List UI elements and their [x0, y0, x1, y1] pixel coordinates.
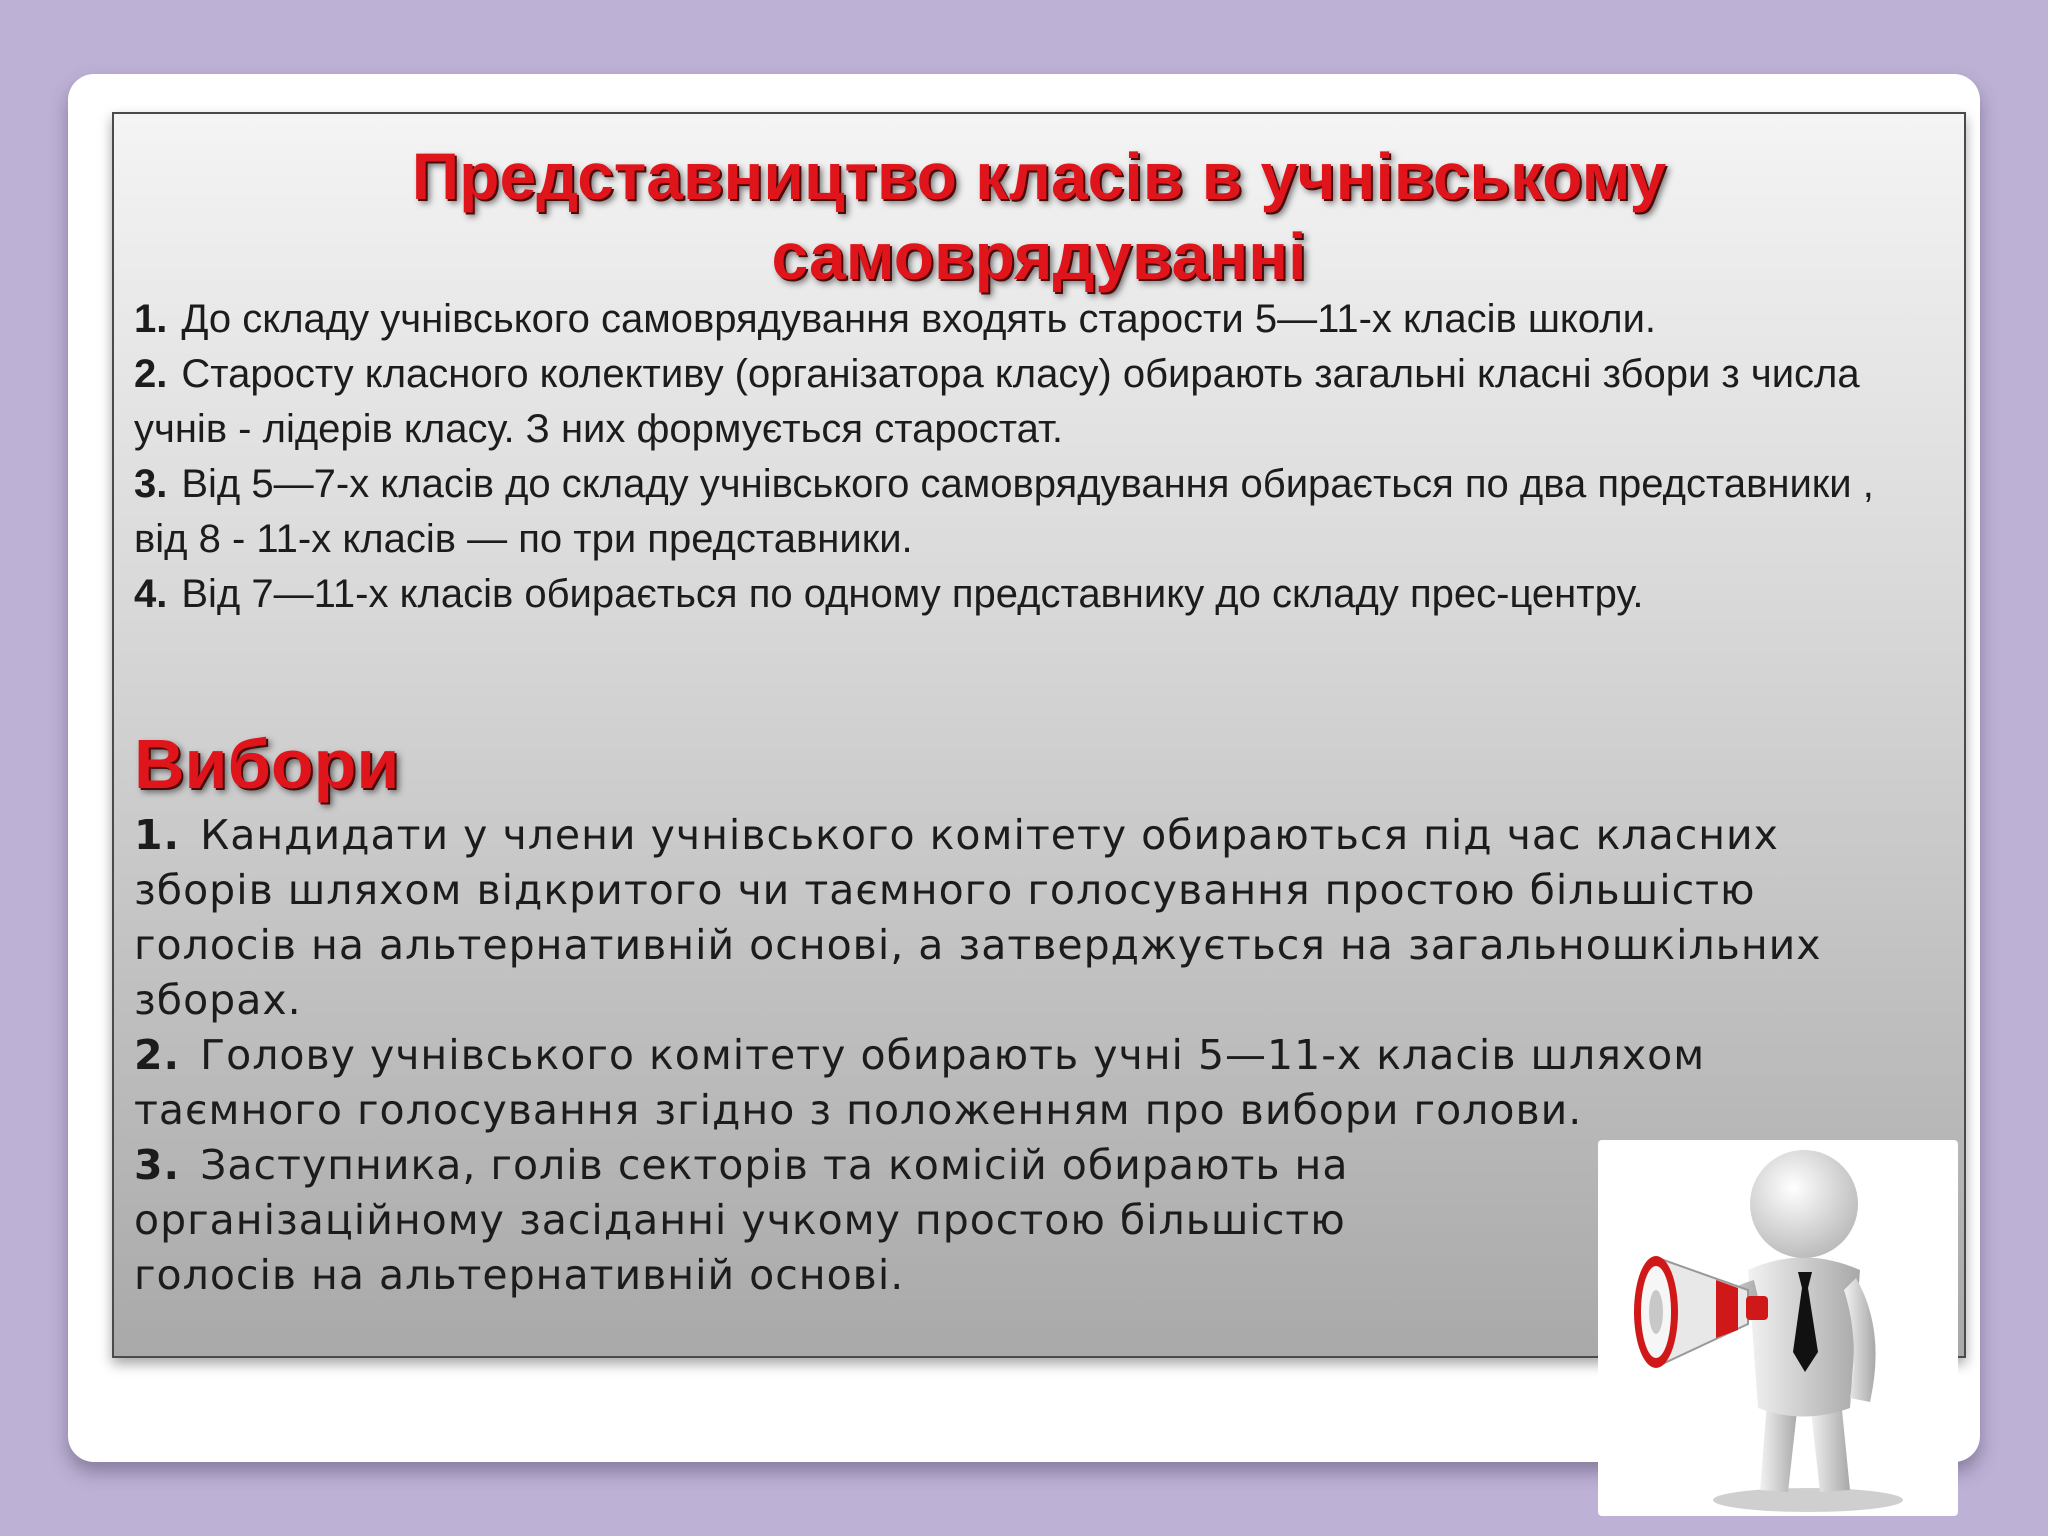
- slide-title: [114, 136, 1964, 296]
- list-item: 2. Старосту класного колективу (організатора класу) обирають загальні класні збори з числа учнів - лідерів класу. З них формується старостат.: [134, 352, 1860, 451]
- list-item: 1. До складу учнівського самоврядування входять старости 5—11-х класів школи.: [134, 297, 1657, 341]
- representation-list: [134, 292, 1924, 622]
- list-item: 3. Від 5—7-х класів до складу учнівського самоврядування обирається по два представники ,: [134, 462, 1874, 506]
- slide-title-line-1: Представництво класів в учнівському: [411, 139, 1667, 213]
- list-item: 3. Заступника, голів секторів та комісій обирають на організаційному засіданні учкому простою більшістю голосів на альтернативній основі.: [134, 1141, 1349, 1299]
- person-megaphone-icon: [1598, 1140, 1958, 1516]
- list-item: 1. Кандидати у члени учнівського комітету обираються під час класних зборів шляхом відкритого чи таємного голосування простою більшістю голосів на альтернативній основі, а затверджується на загальношкільних зборах.: [134, 811, 1822, 1024]
- elections-heading: Вибори: [134, 725, 400, 803]
- slide-title-line-2: самоврядуванні: [771, 219, 1307, 293]
- list-item: 4. Від 7—11-х класів обирається по одному представнику до складу прес-центру.: [134, 572, 1644, 616]
- list-item: 2. Голову учнівського комітету обирають учні 5—11-х класів шляхом таємного голосування згідно з положенням про вибори голови.: [134, 1031, 1706, 1134]
- list-item: від 8 - 11-х класів — по три представники.: [134, 517, 913, 561]
